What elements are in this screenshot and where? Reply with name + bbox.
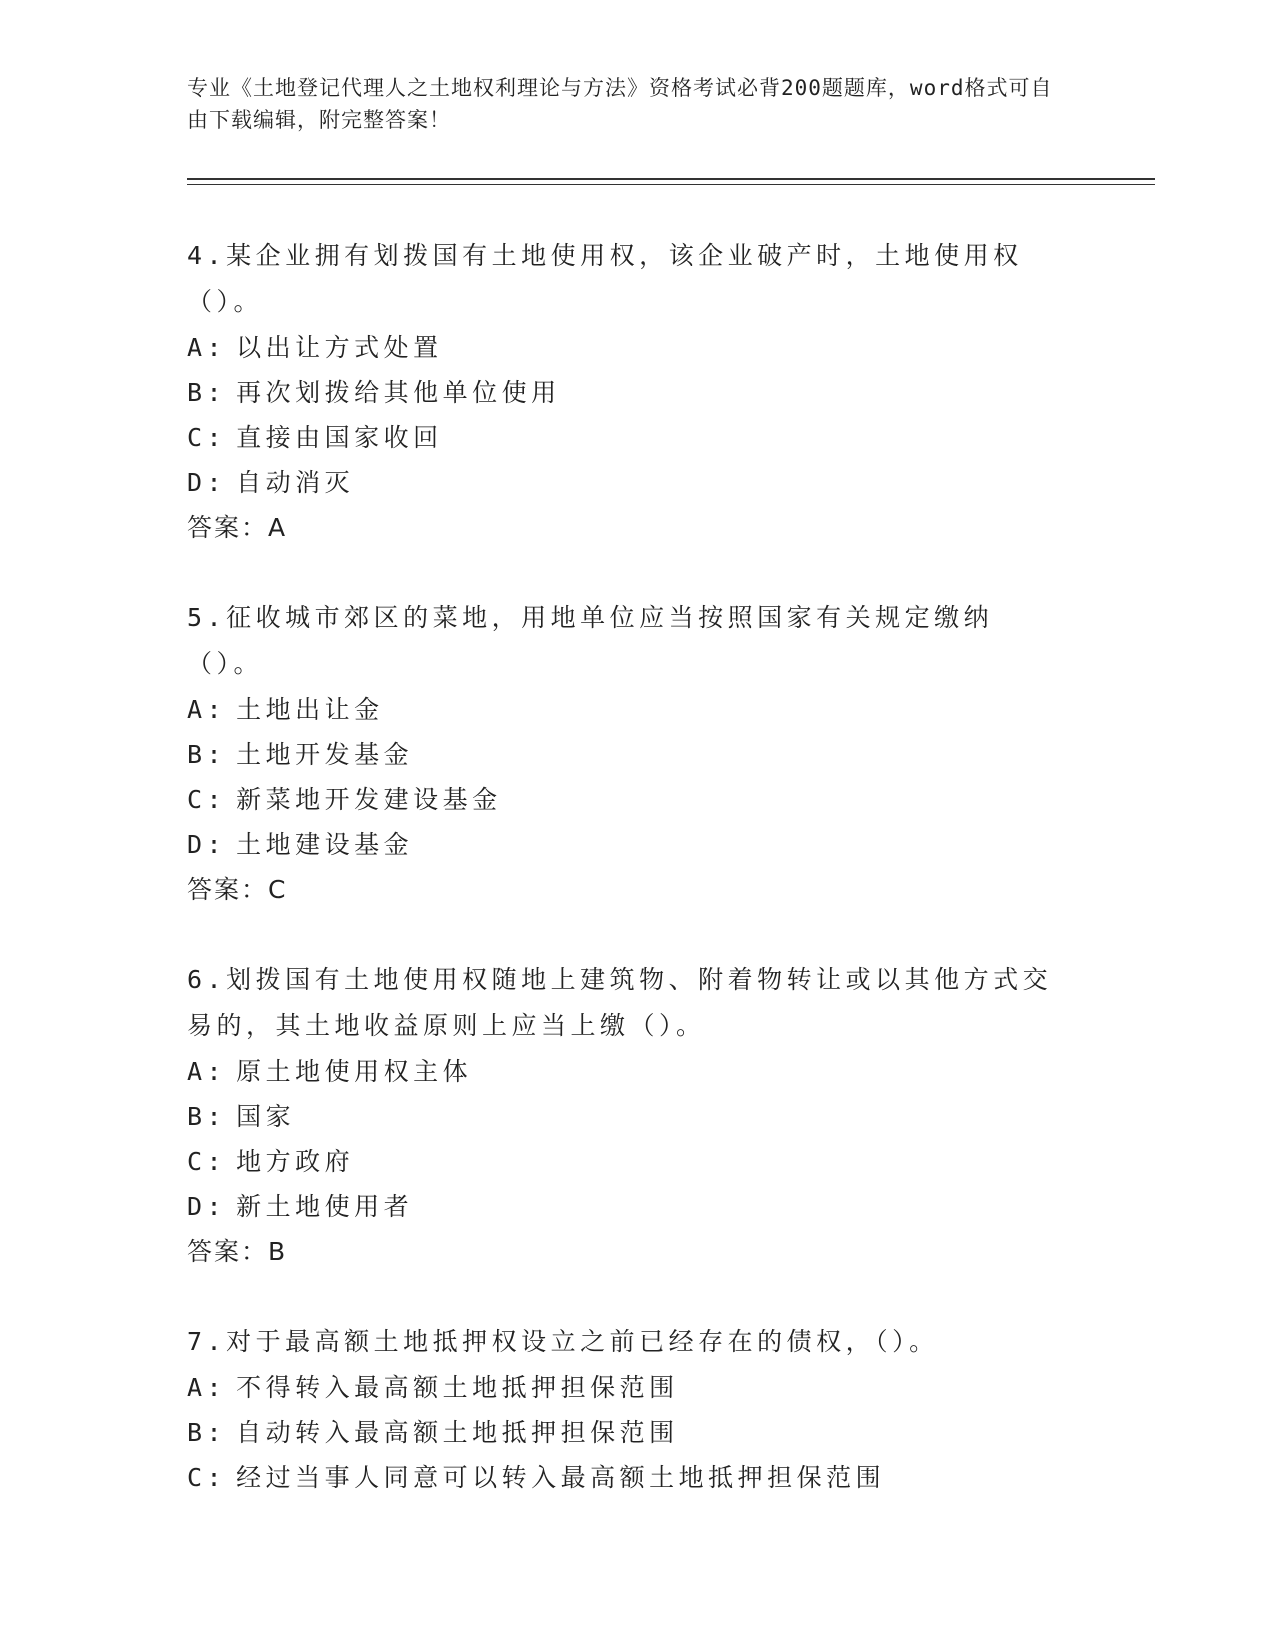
option-text: 新土地使用者 [236,1192,414,1221]
option-text: 直接由国家收回 [236,423,443,452]
question-list [187,233,1067,1544]
option-label: D: [187,1192,227,1221]
option-label: D: [187,830,227,859]
answer-prefix: 答案： [187,875,269,904]
option-label: A: [187,1057,227,1086]
header-divider-thin [187,184,1155,185]
option-text: 自动消灭 [236,468,355,497]
question-4 [187,233,1067,551]
answer-prefix: 答案： [187,513,269,542]
option-a [187,1049,1067,1094]
option-a [187,687,1067,732]
option-label: B: [187,740,227,769]
answer-value: A [268,513,288,542]
option-text: 自动转入最高额土地抵押担保范围 [236,1418,679,1447]
option-text: 土地出让金 [236,695,384,724]
option-label: B: [187,378,227,407]
option-text: 土地开发基金 [236,740,414,769]
question-5 [187,595,1067,913]
option-label: D: [187,468,227,497]
option-label: A: [187,695,227,724]
option-text: 地方政府 [236,1147,355,1176]
option-label: A: [187,333,227,362]
option-text: 不得转入最高额土地抵押担保范围 [236,1373,679,1402]
option-b [187,732,1067,777]
answer-prefix: 答案： [187,1237,269,1266]
answer-line [187,505,1067,551]
question-text: 5.征收城市郊区的菜地，用地单位应当按照国家有关规定缴纳（）。 [187,603,994,678]
option-b [187,370,1067,415]
option-text: 国家 [236,1102,296,1131]
option-text: 原土地使用权主体 [236,1057,473,1086]
option-label: C: [187,1463,227,1492]
option-d [187,1184,1067,1229]
question-text: 6.划拨国有土地使用权随地上建筑物、附着物转让或以其他方式交易的，其土地收益原则上应当上缴（）。 [187,965,1053,1040]
question-text: 7.对于最高额土地抵押权设立之前已经存在的债权，（）。 [187,1327,939,1356]
option-b [187,1094,1067,1139]
answer-value: B [268,1237,288,1266]
option-d [187,822,1067,867]
option-text: 新菜地开发建设基金 [236,785,502,814]
option-c [187,1455,1067,1500]
option-label: C: [187,785,227,814]
option-c [187,415,1067,460]
header-divider-thick [187,178,1155,180]
option-a [187,325,1067,370]
answer-value: C [268,875,288,904]
option-text: 经过当事人同意可以转入最高额土地抵押担保范围 [236,1463,886,1492]
option-text: 再次划拨给其他单位使用 [236,378,561,407]
answer-line [187,1229,1067,1275]
option-label: B: [187,1418,227,1447]
question-text: 4.某企业拥有划拨国有土地使用权，该企业破产时，土地使用权（）。 [187,241,1023,316]
document-header: 专业《土地登记代理人之土地权利理论与方法》资格考试必背200题题库，word格式可自由下载编辑，附完整答案！ [187,76,1053,132]
question-6 [187,957,1067,1275]
option-a [187,1365,1067,1410]
option-text: 土地建设基金 [236,830,414,859]
option-c [187,777,1067,822]
option-d [187,460,1067,505]
option-c [187,1139,1067,1184]
option-label: A: [187,1373,227,1402]
question-7 [187,1319,1067,1500]
option-text: 以出让方式处置 [236,333,443,362]
option-b [187,1410,1067,1455]
option-label: C: [187,1147,227,1176]
answer-line [187,867,1067,913]
option-label: B: [187,1102,227,1131]
option-label: C: [187,423,227,452]
